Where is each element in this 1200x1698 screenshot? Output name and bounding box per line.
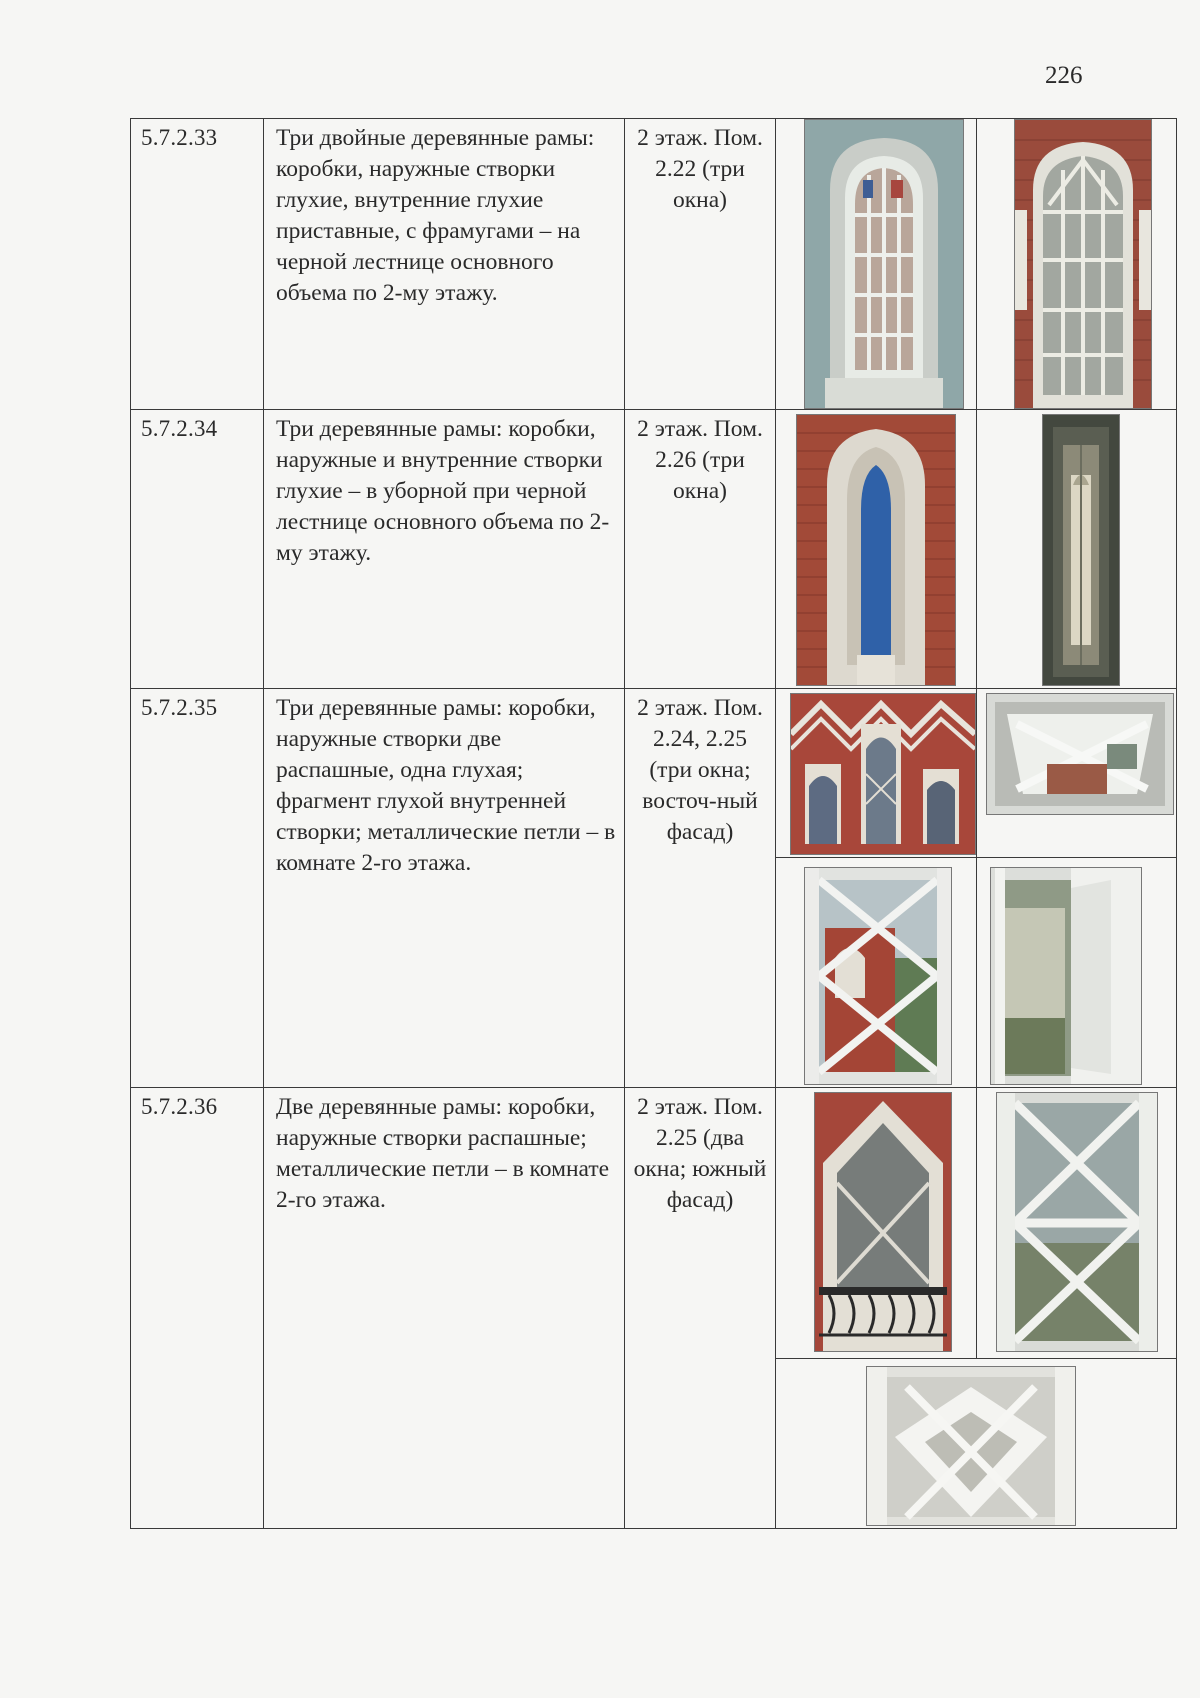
item-location: 2 этаж. Пом. 2.22 (три окна): [625, 119, 776, 410]
photo-x-braced-casement: [996, 1092, 1158, 1352]
photo-south-window-grille: [814, 1092, 952, 1352]
photo-cell: [776, 410, 1177, 689]
photo-cell: [776, 1088, 1177, 1529]
photo-open-casement: [990, 867, 1142, 1085]
item-number: 5.7.2.36: [131, 1088, 264, 1529]
item-location: 2 этаж. Пом. 2.26 (три окна): [625, 410, 776, 689]
item-description: Три двойные деревянные рамы: коробки, наружные створки глухие, внутренние глухие приставные, с фрамугами – на черной лестнице основного объема по 2-му этажу.: [264, 119, 625, 410]
photo-east-facade-windows: [790, 693, 976, 855]
photo-arched-window-interior: [804, 119, 964, 409]
item-location: 2 этаж. Пом. 2.25 (два окна; южный фасад): [625, 1088, 776, 1529]
table-row: [131, 689, 1177, 1088]
item-description: Три деревянные рамы: коробки, наружные и внутренние створки глухие – в уборной при черной лестнице основного объема по 2-му этажу.: [264, 410, 625, 689]
table-row: [131, 119, 1177, 410]
photo-view-through-frame: [804, 867, 952, 1085]
photo-frame-detail-bottom: [866, 1366, 1076, 1526]
page-number: 226: [1045, 62, 1083, 89]
photo-gothic-narrow-window: [796, 414, 956, 686]
item-description: Три деревянные рамы: коробки, наружные створки две распашные, одна глухая; фрагмент глухой внутренней створки; металлические петли – в комнате 2-го этажа.: [264, 689, 625, 1088]
table-row: [131, 1088, 1177, 1529]
windows-table: [130, 118, 1177, 1529]
item-number: 5.7.2.34: [131, 410, 264, 689]
photo-narrow-frame-interior: [1042, 414, 1120, 686]
photo-frame-detail-top: [986, 693, 1174, 815]
item-number: 5.7.2.33: [131, 119, 264, 410]
photo-cell: [776, 689, 1177, 1088]
item-location: 2 этаж. Пом. 2.24, 2.25 (три окна; восточ-ный фасад): [625, 689, 776, 1088]
item-number: 5.7.2.35: [131, 689, 264, 1088]
item-description: Две деревянные рамы: коробки, наружные створки распашные; металлические петли – в комнате 2-го этажа.: [264, 1088, 625, 1529]
photo-cell: [776, 119, 1177, 410]
photo-brick-arched-window: [1014, 119, 1152, 409]
table-row: [131, 410, 1177, 689]
